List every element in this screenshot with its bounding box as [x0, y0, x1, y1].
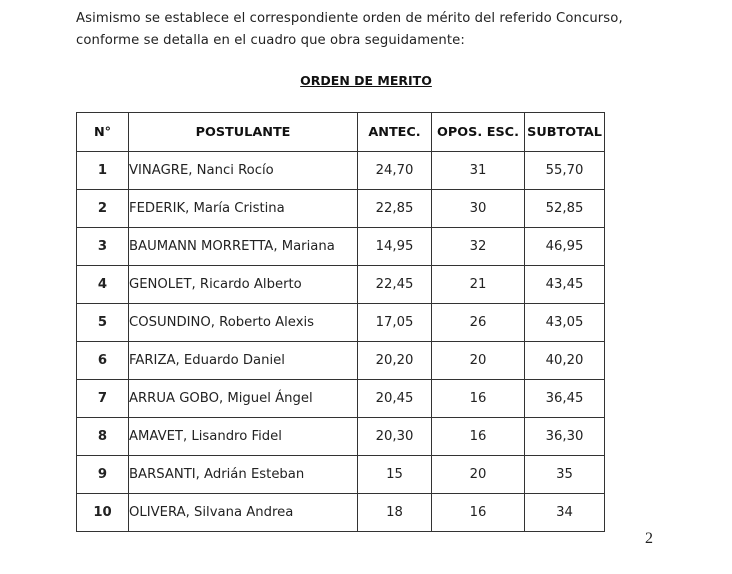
row-number: 8 [77, 418, 129, 456]
table-row [77, 418, 605, 456]
row-subtotal: 46,95 [525, 228, 605, 266]
merit-table [76, 112, 605, 532]
row-opos-esc: 30 [432, 190, 525, 228]
row-postulante: ARRUA GOBO, Miguel Ángel [129, 380, 358, 418]
row-antec: 24,70 [358, 152, 432, 190]
row-opos-esc: 20 [432, 456, 525, 494]
row-opos-esc: 16 [432, 494, 525, 532]
table-row [77, 304, 605, 342]
row-number: 10 [77, 494, 129, 532]
row-postulante: COSUNDINO, Roberto Alexis [129, 304, 358, 342]
table-row [77, 494, 605, 532]
row-number: 1 [77, 152, 129, 190]
row-subtotal: 55,70 [525, 152, 605, 190]
row-subtotal: 43,45 [525, 266, 605, 304]
table-row [77, 228, 605, 266]
row-number: 2 [77, 190, 129, 228]
row-opos-esc: 21 [432, 266, 525, 304]
header-antec: ANTEC. [358, 113, 432, 152]
row-number: 3 [77, 228, 129, 266]
row-opos-esc: 26 [432, 304, 525, 342]
table-row [77, 266, 605, 304]
row-subtotal: 35 [525, 456, 605, 494]
row-number: 4 [77, 266, 129, 304]
header-subtotal: SUBTOTAL [525, 113, 605, 152]
page-number: 2 [645, 530, 653, 547]
row-postulante: FARIZA, Eduardo Daniel [129, 342, 358, 380]
row-postulante: AMAVET, Lisandro Fidel [129, 418, 358, 456]
row-opos-esc: 31 [432, 152, 525, 190]
table-row [77, 152, 605, 190]
row-antec: 22,85 [358, 190, 432, 228]
intro-paragraph: Asimismo se establece el correspondiente orden de mérito del referido Concurso, conforme se detalla en el cuadro que obra seguidamente: [76, 11, 623, 48]
table-row [77, 342, 605, 380]
row-antec: 22,45 [358, 266, 432, 304]
table-title: ORDEN DE MERITO [300, 73, 432, 88]
row-postulante: GENOLET, Ricardo Alberto [129, 266, 358, 304]
header-postulante: POSTULANTE [129, 113, 358, 152]
row-subtotal: 34 [525, 494, 605, 532]
row-antec: 20,30 [358, 418, 432, 456]
row-postulante: BARSANTI, Adrián Esteban [129, 456, 358, 494]
row-subtotal: 52,85 [525, 190, 605, 228]
row-antec: 14,95 [358, 228, 432, 266]
row-opos-esc: 16 [432, 380, 525, 418]
row-subtotal: 40,20 [525, 342, 605, 380]
header-opos-esc: OPOS. ESC. [432, 113, 525, 152]
row-antec: 17,05 [358, 304, 432, 342]
table-row [77, 380, 605, 418]
row-antec: 15 [358, 456, 432, 494]
row-opos-esc: 20 [432, 342, 525, 380]
row-postulante: BAUMANN MORRETTA, Mariana [129, 228, 358, 266]
header-number: N° [77, 113, 129, 152]
row-antec: 18 [358, 494, 432, 532]
table-row [77, 190, 605, 228]
row-antec: 20,45 [358, 380, 432, 418]
row-subtotal: 36,30 [525, 418, 605, 456]
table-row [77, 456, 605, 494]
row-subtotal: 36,45 [525, 380, 605, 418]
row-number: 5 [77, 304, 129, 342]
table-header-row [77, 113, 605, 152]
row-postulante: VINAGRE, Nanci Rocío [129, 152, 358, 190]
row-antec: 20,20 [358, 342, 432, 380]
row-subtotal: 43,05 [525, 304, 605, 342]
row-postulante: OLIVERA, Silvana Andrea [129, 494, 358, 532]
row-number: 9 [77, 456, 129, 494]
row-number: 6 [77, 342, 129, 380]
row-number: 7 [77, 380, 129, 418]
row-postulante: FEDERIK, María Cristina [129, 190, 358, 228]
row-opos-esc: 32 [432, 228, 525, 266]
row-opos-esc: 16 [432, 418, 525, 456]
